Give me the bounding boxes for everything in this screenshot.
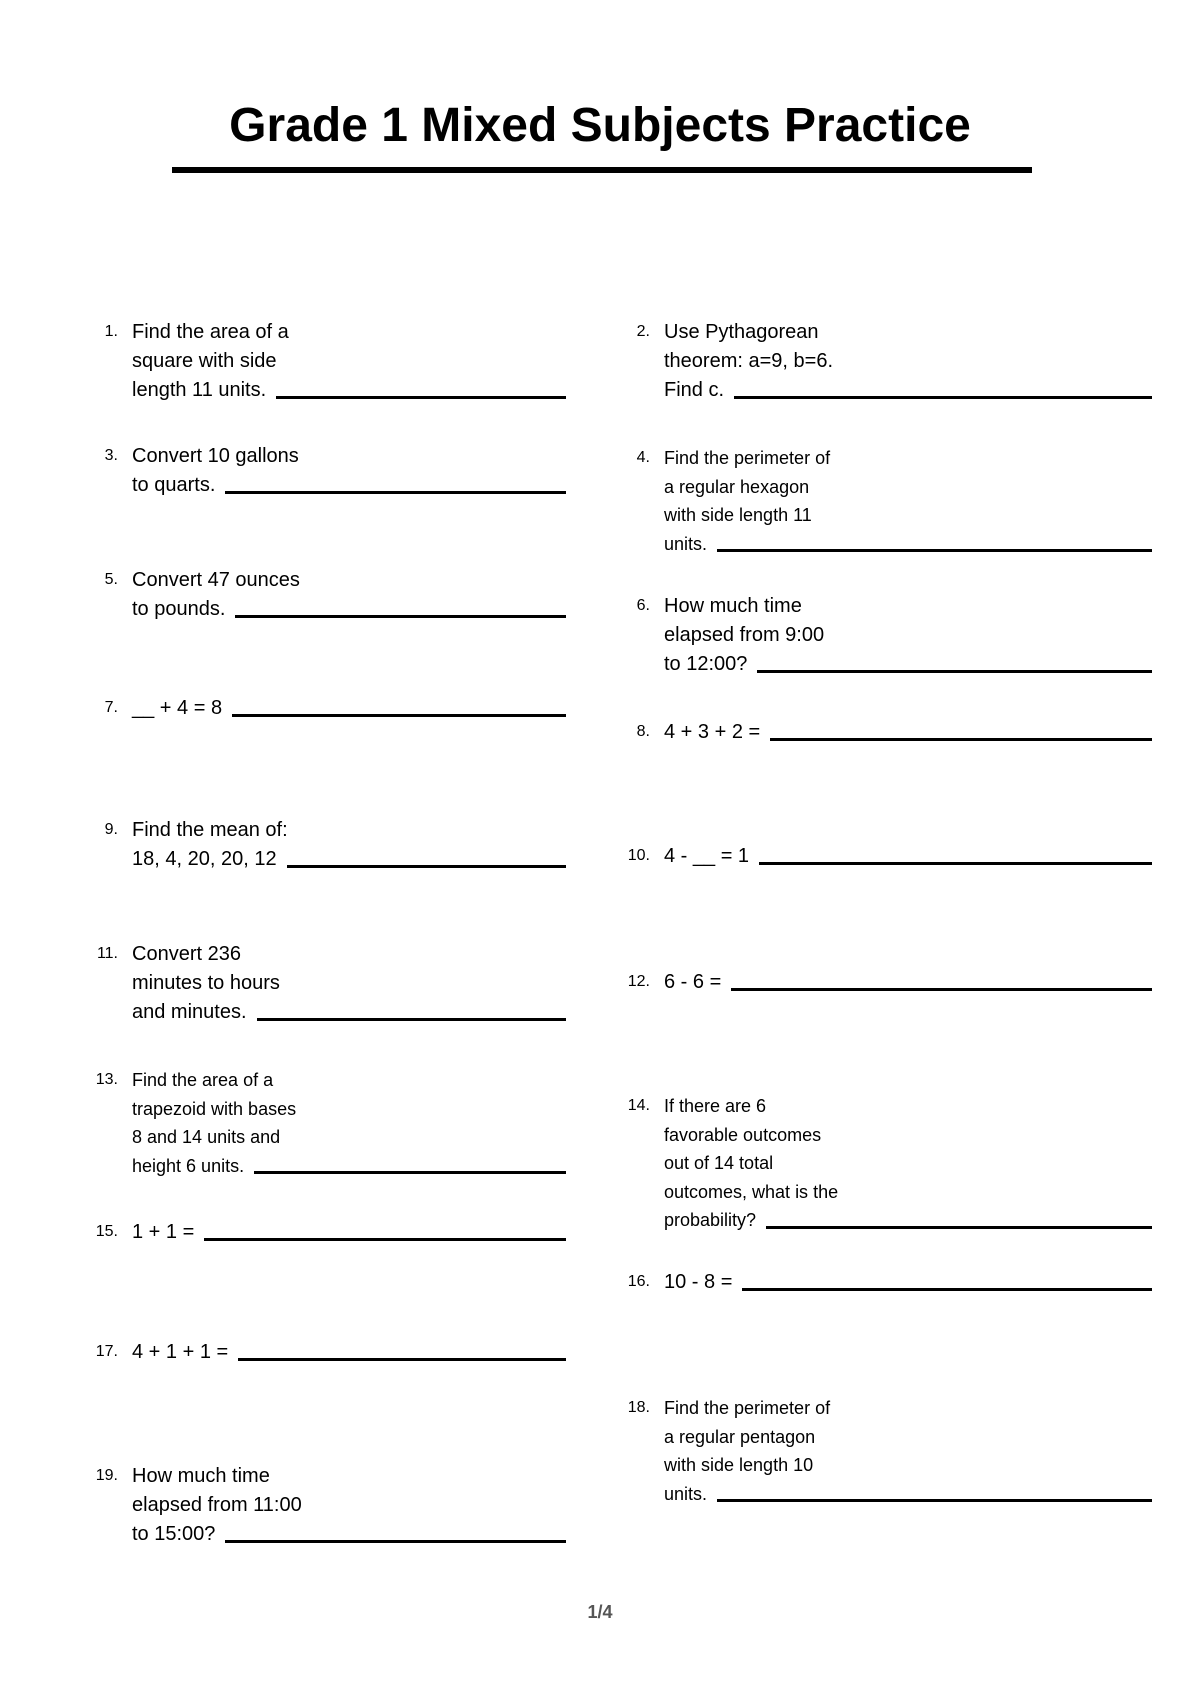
page-title: Grade 1 Mixed Subjects Practice <box>229 99 971 152</box>
question-text <box>132 816 566 874</box>
question-number: 7. <box>104 699 118 716</box>
question-last-line <box>132 845 566 874</box>
question-text <box>132 566 566 624</box>
question-number: 4. <box>636 449 650 466</box>
question-last-line <box>132 471 566 500</box>
question-text-line: __ + 4 = 8 <box>132 697 223 719</box>
question-text-line: and minutes. <box>132 1001 247 1023</box>
question-text-line: with side length 11 <box>664 505 812 525</box>
question-last-line <box>132 694 566 723</box>
question-number: 8. <box>636 723 650 740</box>
answer-blank[interactable] <box>734 396 1152 399</box>
question-text-line: Use Pythagorean <box>664 321 819 343</box>
question-text-line: Convert 236 <box>132 943 241 965</box>
question-text <box>664 1268 1152 1297</box>
question-text-line: to quarts. <box>132 474 216 496</box>
answer-blank[interactable] <box>742 1288 1152 1291</box>
question-last-line <box>132 1520 566 1549</box>
question-text-line: Find the perimeter of <box>664 448 831 468</box>
question-number: 16. <box>627 1273 650 1290</box>
answer-blank[interactable] <box>717 1499 1152 1502</box>
question-text-line: elapsed from 9:00 <box>664 624 825 646</box>
answer-blank[interactable] <box>238 1358 566 1361</box>
question-last-line <box>664 968 1152 997</box>
question-last-line <box>664 530 1152 559</box>
question-text-line: Find the perimeter of <box>664 1398 831 1418</box>
question-text-line: If there are 6 <box>664 1096 767 1116</box>
question-text-line: 1 + 1 = <box>132 1221 195 1243</box>
question-last-line <box>664 376 1152 405</box>
question-number: 17. <box>95 1343 118 1360</box>
question-text-line: length 11 units. <box>132 379 267 401</box>
question-text <box>664 842 1152 871</box>
question-number: 12. <box>627 973 650 990</box>
answer-blank[interactable] <box>770 738 1152 741</box>
question-text-line: Find the area of a <box>132 321 289 343</box>
question-text <box>132 940 566 1027</box>
title-underline <box>172 167 1032 173</box>
question-last-line <box>132 1152 566 1181</box>
question-text-line: to pounds. <box>132 598 226 620</box>
question-text-line: a regular pentagon <box>664 1426 816 1447</box>
question-last-line <box>132 1218 566 1247</box>
question-number: 13. <box>95 1071 118 1088</box>
question-text <box>664 1092 1152 1235</box>
question-text-line: out of 14 total <box>664 1153 774 1173</box>
question-text-line: to 12:00? <box>664 653 748 675</box>
answer-blank[interactable] <box>759 862 1152 865</box>
answer-blank[interactable] <box>276 396 566 399</box>
question-last-line <box>664 650 1152 679</box>
answer-blank[interactable] <box>717 549 1152 552</box>
question-text-line: units. <box>664 1483 708 1504</box>
answer-blank[interactable] <box>287 865 566 868</box>
question-number: 5. <box>104 571 118 588</box>
question-number: 1. <box>104 323 118 340</box>
question-number: 14. <box>627 1097 650 1114</box>
page-number: 1/4 <box>587 1602 613 1622</box>
question-text-line: 8 and 14 units and <box>132 1127 281 1147</box>
question-number: 9. <box>104 821 118 838</box>
question-text <box>664 318 1152 405</box>
answer-blank[interactable] <box>225 1540 566 1543</box>
question-text-line: 4 - __ = 1 <box>664 845 750 867</box>
question-last-line <box>132 376 566 405</box>
answer-blank[interactable] <box>225 491 566 494</box>
question-text <box>664 592 1152 679</box>
answer-blank[interactable] <box>757 670 1152 673</box>
answer-blank[interactable] <box>232 714 566 717</box>
question-text <box>132 318 566 405</box>
question-text-line: height 6 units. <box>132 1155 245 1176</box>
question-last-line <box>664 1480 1152 1509</box>
question-last-line <box>132 595 566 624</box>
question-text <box>664 968 1152 997</box>
question-text-line: Find the mean of: <box>132 819 288 841</box>
question-last-line <box>664 842 1152 871</box>
question-last-line <box>664 1268 1152 1297</box>
question-last-line <box>132 1338 566 1367</box>
question-text-line: square with side <box>132 350 277 372</box>
question-text <box>132 442 566 500</box>
question-number: 2. <box>636 323 650 340</box>
question-text-line: 18, 4, 20, 20, 12 <box>132 848 277 870</box>
question-text-line: Convert 47 ounces <box>132 569 300 591</box>
question-text-line: outcomes, what is the <box>664 1181 839 1202</box>
answer-blank[interactable] <box>766 1226 1152 1229</box>
question-text-line: units. <box>664 533 708 554</box>
question-text <box>132 1218 566 1247</box>
question-text-line: 10 - 8 = <box>664 1271 733 1293</box>
answer-blank[interactable] <box>204 1238 566 1241</box>
question-number: 3. <box>104 447 118 464</box>
question-text <box>664 718 1152 747</box>
question-number: 11. <box>96 945 118 962</box>
answer-blank[interactable] <box>731 988 1152 991</box>
question-text-line: Convert 10 gallons <box>132 445 299 467</box>
question-text <box>132 1066 566 1180</box>
question-text-line: trapezoid with bases <box>132 1098 297 1119</box>
question-text-line: 4 + 3 + 2 = <box>664 721 761 743</box>
question-text-line: theorem: a=9, b=6. <box>664 350 834 372</box>
answer-blank[interactable] <box>257 1018 566 1021</box>
question-number: 10. <box>627 847 650 864</box>
answer-blank[interactable] <box>235 615 566 618</box>
question-text-line: Find the area of a <box>132 1070 274 1090</box>
question-text <box>132 1338 566 1367</box>
question-text-line: elapsed from 11:00 <box>132 1494 302 1516</box>
question-text-line: Find c. <box>664 379 725 401</box>
question-text-line: How much time <box>132 1465 270 1487</box>
question-text-line: with side length 10 <box>664 1455 814 1475</box>
question-text-line: probability? <box>664 1210 757 1230</box>
question-text-line: minutes to hours <box>132 972 280 994</box>
question-text-line: to 15:00? <box>132 1523 216 1545</box>
question-number: 15. <box>95 1223 118 1240</box>
question-number: 6. <box>636 597 650 614</box>
question-text-line: favorable outcomes <box>664 1124 822 1145</box>
question-text-line: 4 + 1 + 1 = <box>132 1341 229 1363</box>
answer-blank[interactable] <box>254 1171 566 1174</box>
question-text <box>664 1394 1152 1508</box>
question-text <box>132 694 566 723</box>
question-text-line: How much time <box>664 595 802 617</box>
question-text <box>664 444 1152 558</box>
question-text <box>132 1462 566 1549</box>
question-text-line: a regular hexagon <box>664 476 810 497</box>
question-last-line <box>664 718 1152 747</box>
question-number: 18. <box>627 1399 650 1416</box>
question-last-line <box>664 1206 1152 1235</box>
question-text-line: 6 - 6 = <box>664 971 722 993</box>
question-last-line <box>132 998 566 1027</box>
question-number: 19. <box>95 1467 118 1484</box>
